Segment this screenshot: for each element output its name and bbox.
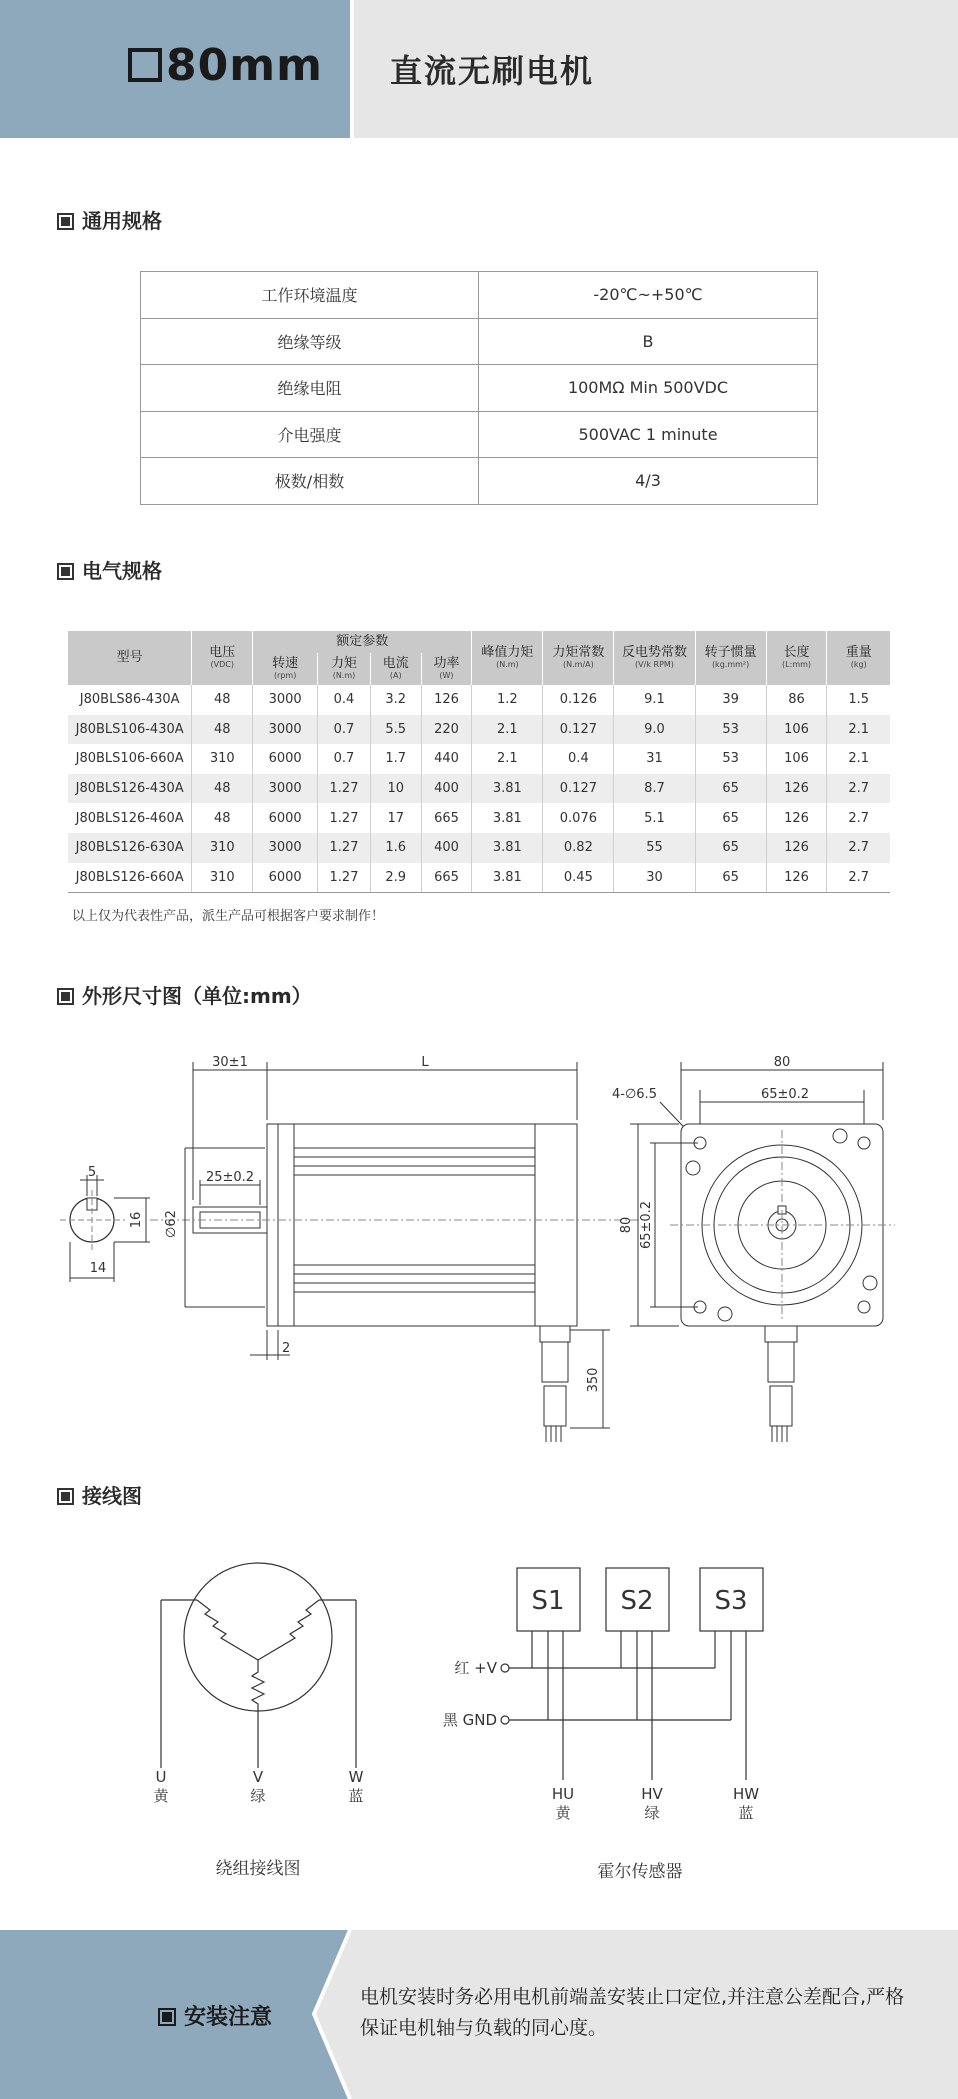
square-icon (128, 48, 162, 82)
table-cell: 126 (766, 803, 827, 833)
phase-v-label: V (252, 1768, 264, 1786)
table-cell: 665 (421, 863, 472, 893)
hall-hu-label: HU (551, 1785, 575, 1803)
table-row (68, 715, 890, 745)
spec-label: 绝缘电阻 (141, 365, 479, 412)
table-cell: 440 (421, 744, 472, 774)
table-cell: 0.4 (318, 685, 371, 715)
table-cell: 126 (766, 863, 827, 893)
table-row (68, 685, 890, 715)
table-cell: 2.1 (472, 715, 543, 745)
table-cell: 48 (192, 803, 253, 833)
spec-value: 4/3 (479, 458, 818, 505)
table-cell: 65 (695, 774, 766, 804)
section-title-wiring: 接线图 (57, 1480, 142, 1509)
col-kt: 力矩常数 (N.m/A) (543, 631, 614, 685)
hall-hv-label: HV (641, 1785, 663, 1803)
dim-frame-size: 80 (773, 1055, 791, 1070)
col-ke: 反电势常数 (V/k RPM) (614, 631, 695, 685)
table-cell: 0.126 (543, 685, 614, 715)
sensor-s1-label: S1 (531, 1586, 565, 1616)
table-cell: 0.7 (318, 715, 371, 745)
table-cell: J80BLS106-660A (68, 744, 192, 774)
table-cell: 3.81 (472, 863, 543, 893)
table-cell: 2.9 (370, 863, 421, 893)
spec-value: 100MΩ Min 500VDC (479, 365, 818, 412)
col-power: 功率 (W) (421, 653, 472, 685)
table-cell: 1.6 (370, 833, 421, 863)
dim-frame-size-vertical: 80 (619, 1216, 634, 1234)
col-rated-group: 额定参数 (253, 631, 472, 653)
table-cell: 400 (421, 833, 472, 863)
col-weight: 重量 (kg) (827, 631, 890, 685)
table-cell: 65 (695, 833, 766, 863)
winding-caption: 绕组接线图 (215, 1859, 301, 1879)
dim-hole-spacing-vertical: 65±0.2 (639, 1200, 654, 1250)
table-cell: 39 (695, 685, 766, 715)
spec-label: 工作环境温度 (141, 272, 479, 319)
table-row (68, 863, 890, 893)
table-cell: J80BLS126-660A (68, 863, 192, 893)
phase-u-label: U (155, 1768, 167, 1786)
dim-shaft-dia-small: 14 (89, 1261, 107, 1276)
table-cell: 30 (614, 863, 695, 893)
table-cell: 665 (421, 803, 472, 833)
table-cell: 1.27 (318, 863, 371, 893)
table-cell: 1.2 (472, 685, 543, 715)
table-cell: 0.7 (318, 744, 371, 774)
table-cell: 126 (766, 774, 827, 804)
dimension-drawing (0, 1040, 958, 1460)
winding-diagram (153, 1563, 363, 1879)
table-cell: 310 (192, 833, 253, 863)
table-cell: 400 (421, 774, 472, 804)
spec-row (141, 318, 818, 365)
motor-size-label: 80mm (128, 40, 323, 91)
table-cell: 0.076 (543, 803, 614, 833)
table-cell: 1.7 (370, 744, 421, 774)
table-cell: 6000 (253, 863, 318, 893)
section-bullet-icon (57, 563, 74, 580)
table-cell: 106 (766, 715, 827, 745)
table-cell: 53 (695, 715, 766, 745)
hall-hw-label: HW (732, 1785, 760, 1803)
table-cell: 53 (695, 744, 766, 774)
table-cell: 2.7 (827, 833, 890, 863)
table-cell: J80BLS126-430A (68, 774, 192, 804)
hall-hw-color: 蓝 (738, 1804, 754, 1822)
table-cell: 3000 (253, 685, 318, 715)
table-cell: 1.27 (318, 774, 371, 804)
table-cell: 220 (421, 715, 472, 745)
dim-flange-dia: ∅62 (164, 1210, 179, 1238)
col-inertia: 转子惯量 (kg.mm²) (695, 631, 766, 685)
section-title-general: 通用规格 (57, 205, 162, 234)
table-cell: 126 (421, 685, 472, 715)
table-cell: 55 (614, 833, 695, 863)
table-cell: 0.127 (543, 774, 614, 804)
section-bullet-icon (158, 2008, 176, 2026)
spec-row (141, 365, 818, 412)
shaft-end-view (60, 1165, 150, 1282)
spec-row (141, 272, 818, 319)
dim-key-height: 16 (129, 1211, 144, 1229)
phase-w-label: W (348, 1768, 364, 1786)
table-cell: 48 (192, 685, 253, 715)
table-cell: 3000 (253, 833, 318, 863)
table-cell: 0.127 (543, 715, 614, 745)
col-model: 型号 (68, 631, 192, 685)
table-cell: 86 (766, 685, 827, 715)
table-cell: 17 (370, 803, 421, 833)
motor-side-view (150, 1055, 640, 1442)
dim-flange-thickness: 2 (282, 1341, 291, 1356)
dim-body-length: L (421, 1055, 429, 1070)
table-cell: 2.1 (827, 744, 890, 774)
footer-title: 安装注意 (158, 2000, 272, 2031)
table-cell: 2.1 (472, 744, 543, 774)
wiring-diagram (0, 1540, 958, 1900)
general-spec-table (140, 271, 818, 505)
hall-hv-color: 绿 (644, 1804, 660, 1822)
dim-hole-spacing: 65±0.2 (760, 1087, 810, 1102)
table-cell: 2.7 (827, 863, 890, 893)
table-cell: 106 (766, 744, 827, 774)
spec-label: 极数/相数 (141, 458, 479, 505)
table-cell: 9.0 (614, 715, 695, 745)
phase-u-color: 黄 (153, 1787, 169, 1805)
table-row (68, 803, 890, 833)
phase-v-color: 绿 (250, 1787, 266, 1805)
sensor-s3-label: S3 (714, 1586, 748, 1616)
table-cell: 6000 (253, 803, 318, 833)
spec-value: -20℃~+50℃ (479, 272, 818, 319)
col-current: 电流 (A) (370, 653, 421, 685)
col-length: 长度 (L:mm) (766, 631, 827, 685)
motor-front-view (612, 1055, 895, 1442)
table-cell: 3.81 (472, 833, 543, 863)
power-gnd-label: 黑 GND (442, 1711, 497, 1729)
table-cell: 65 (695, 803, 766, 833)
table-cell: 48 (192, 715, 253, 745)
col-voltage: 电压 (VDC) (192, 631, 253, 685)
electrical-spec-table (68, 631, 890, 893)
table-row (68, 744, 890, 774)
dim-mount-holes: 4-∅6.5 (612, 1087, 657, 1102)
hall-hu-color: 黄 (555, 1804, 571, 1822)
hall-caption: 霍尔传感器 (597, 1862, 683, 1882)
installation-note: 电机安装时务必用电机前端盖安装止口定位,并注意公差配合,严格保证电机轴与负载的同心度。 (360, 1986, 905, 2039)
section-title-electrical: 电气规格 (57, 555, 162, 584)
spec-row (141, 458, 818, 505)
section-bullet-icon (57, 213, 74, 230)
table-cell: 310 (192, 863, 253, 893)
spec-row (141, 411, 818, 458)
table-cell: 3.81 (472, 803, 543, 833)
table-cell: 65 (695, 863, 766, 893)
header-band (0, 0, 958, 138)
table-cell: 1.5 (827, 685, 890, 715)
table-cell: 2.7 (827, 774, 890, 804)
dim-shaft-length: 30±1 (212, 1055, 248, 1070)
table-cell: 5.1 (614, 803, 695, 833)
section-bullet-icon (57, 988, 74, 1005)
table-cell: 2.7 (827, 803, 890, 833)
table-cell: J80BLS86-430A (68, 685, 192, 715)
table-cell: 126 (766, 833, 827, 863)
table-cell: 3000 (253, 774, 318, 804)
spec-label: 绝缘等级 (141, 318, 479, 365)
table-cell: 1.27 (318, 803, 371, 833)
dim-cable-length: 350 (586, 1367, 601, 1393)
col-peak: 峰值力矩 (N.m) (472, 631, 543, 685)
col-torque: 力矩 (N.m) (318, 653, 371, 685)
table-cell: 31 (614, 744, 695, 774)
table-cell: 1.27 (318, 833, 371, 863)
section-title-dimension: 外形尺寸图（单位:mm） (57, 980, 312, 1009)
section-bullet-icon (57, 1488, 74, 1505)
dim-key-length: 25±0.2 (205, 1170, 255, 1185)
footer-band (0, 1930, 958, 2099)
table-cell: 0.4 (543, 744, 614, 774)
table-cell: J80BLS106-430A (68, 715, 192, 745)
spec-value: B (479, 318, 818, 365)
table-cell: 3.2 (370, 685, 421, 715)
spec-value: 500VAC 1 minute (479, 411, 818, 458)
table-cell: 5.5 (370, 715, 421, 745)
table-cell: 10 (370, 774, 421, 804)
table-cell: J80BLS126-630A (68, 833, 192, 863)
table-cell: 0.45 (543, 863, 614, 893)
table-note: 以上仅为代表性产品，派生产品可根据客户要求制作！ (72, 909, 385, 924)
table-cell: 3000 (253, 715, 318, 745)
page-title: 直流无刷电机 (390, 52, 595, 90)
header-divider (350, 0, 354, 138)
dim-key-width: 5 (87, 1165, 97, 1180)
table-cell: 3.81 (472, 774, 543, 804)
table-cell: 0.82 (543, 833, 614, 863)
hall-sensor-diagram (443, 1568, 763, 1882)
table-cell: 48 (192, 774, 253, 804)
table-row (68, 833, 890, 863)
table-cell: 310 (192, 744, 253, 774)
col-speed: 转速 (rpm) (253, 653, 318, 685)
phase-w-color: 蓝 (348, 1787, 364, 1805)
table-cell: 8.7 (614, 774, 695, 804)
table-cell: 6000 (253, 744, 318, 774)
sensor-s2-label: S2 (620, 1586, 654, 1616)
table-cell: 9.1 (614, 685, 695, 715)
power-plus-label: 红 +V (454, 1659, 497, 1677)
table-cell: 2.1 (827, 715, 890, 745)
table-cell: J80BLS126-460A (68, 803, 192, 833)
table-row (68, 774, 890, 804)
spec-label: 介电强度 (141, 411, 479, 458)
